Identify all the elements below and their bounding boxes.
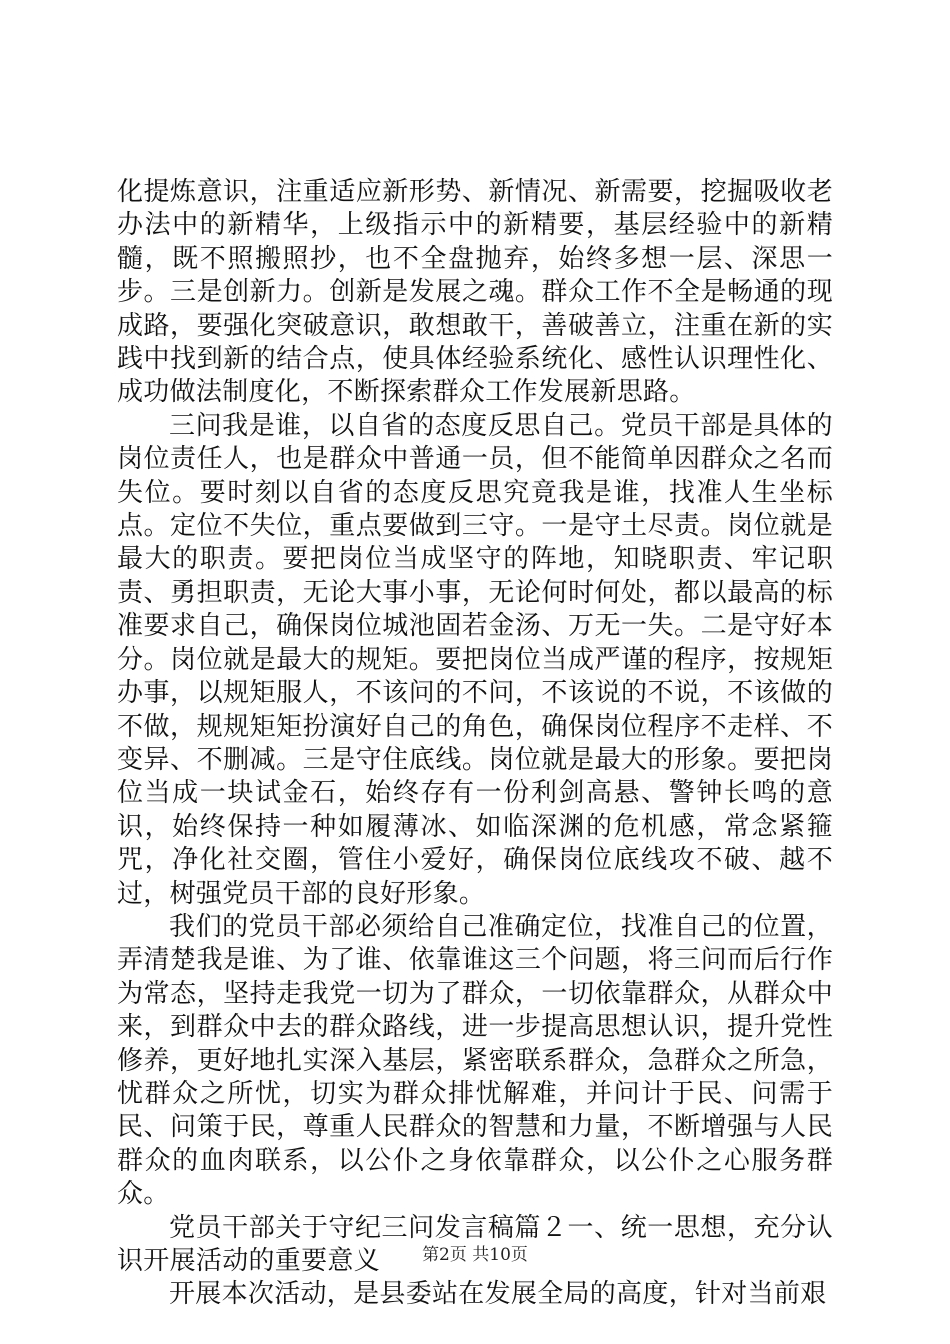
page-number: 第2页 共10页 [422, 1245, 528, 1265]
paragraph-5: 开展本次活动，是县委站在发展全局的高度，针对当前艰 [169, 1279, 827, 1310]
paragraph-4-heading: 党员干部关于守纪三问发言稿篇２一、统一思想，充分认识开展活动的重要意义 [117, 1212, 833, 1276]
page-footer [0, 1240, 950, 1265]
paragraph-3: 我们的党员干部必须给自己准确定位，找准自己的位置，弄清楚我是谁、为了谁、依靠谁这三个问题，将三问而后行作为常态，坚持走我党一切为了群众，一切依靠群众，从群众中来，到群众中去的群众路线，进一步提高思想认识，提升党性修养，更好地扎实深入基层，紧密联系群众，急群众之所急，忧群众之所忧，切实为群众排忧解难，并问计于民、问需于民、问策于民，尊重人民群众的智慧和力量，不断增强与人民群众的血肉联系，以公仆之身依靠群众，以公仆之心服务群众。 [117, 911, 833, 1210]
paragraph-2: 三问我是谁，以自省的态度反思自己。党员干部是具体的岗位责任人，也是群众中普通一员，但不能简单因群众之名而失位。要时刻以自省的态度反思究竟我是谁，找准人生坐标点。定位不失位，重点要做到三守。一是守土尽责。岗位就是最大的职责。要把岗位当成坚守的阵地，知晓职责、牢记职责、勇担职责，无论大事小事，无论何时何处，都以最高的标准要求自己，确保岗位城池固若金汤、万无一失。二是守好本分。岗位就是最大的规矩。要把岗位当成严谨的程序，按规矩办事，以规矩服人，不该问的不问，不该说的不说，不该做的不做，规规矩矩扮演好自己的角色，确保岗位程序不走样、不变异、不删减。三是守住底线。岗位就是最大的形象。要把岗位当成一块试金石，始终存有一份利剑高悬、警钟长鸣的意识，始终保持一种如履薄冰、如临深渊的危机感，常念紧箍咒，净化社交圈，管住小爱好，确保岗位底线攻不破、越不过，树强党员干部的良好形象。 [117, 410, 833, 909]
paragraph-1: 化提炼意识，注重适应新形势、新情况、新需要，挖掘吸收老办法中的新精华，上级指示中的新精要，基层经验中的新精髓，既不照搬照抄，也不全盘抛弃，始终多想一层、深思一步。三是创新力。创新是发展之魂。群众工作不全是畅通的现成路，要强化突破意识，敢想敢干，善破善立，注重在新的实践中找到新的结合点，使具体经验系统化、感性认识理性化、成功做法制度化，不断探索群众工作发展新思路。 [117, 177, 833, 408]
document-body [117, 176, 833, 1312]
